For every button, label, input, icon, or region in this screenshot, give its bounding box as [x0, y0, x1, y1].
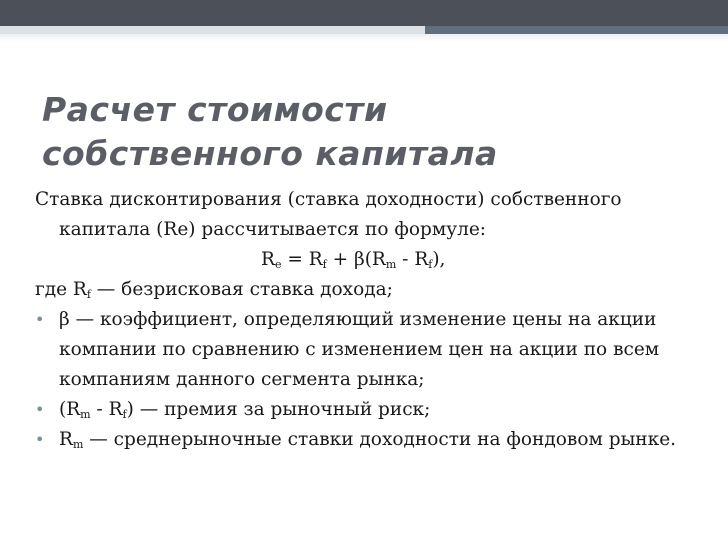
- formula-equals: =: [281, 249, 309, 270]
- formula-rf-sub: f: [322, 258, 327, 271]
- bullet-icon: •: [35, 430, 45, 449]
- list-item-beta: [35, 305, 715, 395]
- header-band: [0, 26, 728, 34]
- bullet-icon: •: [35, 310, 45, 329]
- header-shadow: [0, 34, 728, 42]
- header-accent: [425, 26, 728, 34]
- formula-rm-base: R: [371, 249, 386, 270]
- formula-plus-beta: + β(: [326, 249, 372, 270]
- list-item-premium: [35, 395, 715, 425]
- formula-rf2-sub: f: [428, 258, 433, 271]
- formula-rf-base: R: [308, 249, 323, 270]
- where-text: — безрисковая ставка дохода;: [90, 279, 393, 300]
- formula-rf2-base: R: [414, 249, 429, 270]
- market-text: — среднерыночные ставки доходности на фондовом рынке.: [83, 429, 677, 450]
- where-prefix: где R: [35, 279, 87, 300]
- formula: [35, 245, 715, 275]
- market-base: R: [59, 429, 73, 450]
- formula-re-base: R: [261, 249, 275, 270]
- formula-re-sub: e: [274, 258, 282, 271]
- list-item-text: β — коэффициент, определяющий изменение цены на акции компании по сравнению с изменением цен на акции по всем компаниям данного сегмента рынка;: [59, 309, 660, 390]
- bullet-icon: •: [35, 400, 45, 419]
- header-bar: [0, 0, 728, 26]
- premium-sub-m: m: [80, 408, 91, 421]
- premium-open: (R: [59, 399, 81, 420]
- slide-title-line-2: собственного капитала: [42, 134, 498, 173]
- list-item-market-rate: [35, 425, 715, 455]
- formula-minus: -: [396, 249, 415, 270]
- formula-rm-sub: m: [385, 258, 397, 271]
- intro-paragraph: Ставка дисконтирования (ставка доходности) собственного капитала (Re) рассчитывается по формуле:: [35, 189, 622, 240]
- slide-body: [35, 185, 715, 455]
- where-sub: f: [86, 288, 91, 301]
- premium-sub-f: f: [122, 408, 127, 421]
- formula-tail: ),: [432, 249, 446, 270]
- premium-text: ) — премия за рыночный риск;: [126, 399, 431, 420]
- where-line: [35, 275, 715, 305]
- premium-mid: - R: [90, 399, 123, 420]
- slide-title: [42, 88, 498, 176]
- slide-title-line-1: Расчет стоимости: [42, 90, 388, 129]
- definition-list: [35, 305, 715, 455]
- market-sub: m: [72, 438, 84, 451]
